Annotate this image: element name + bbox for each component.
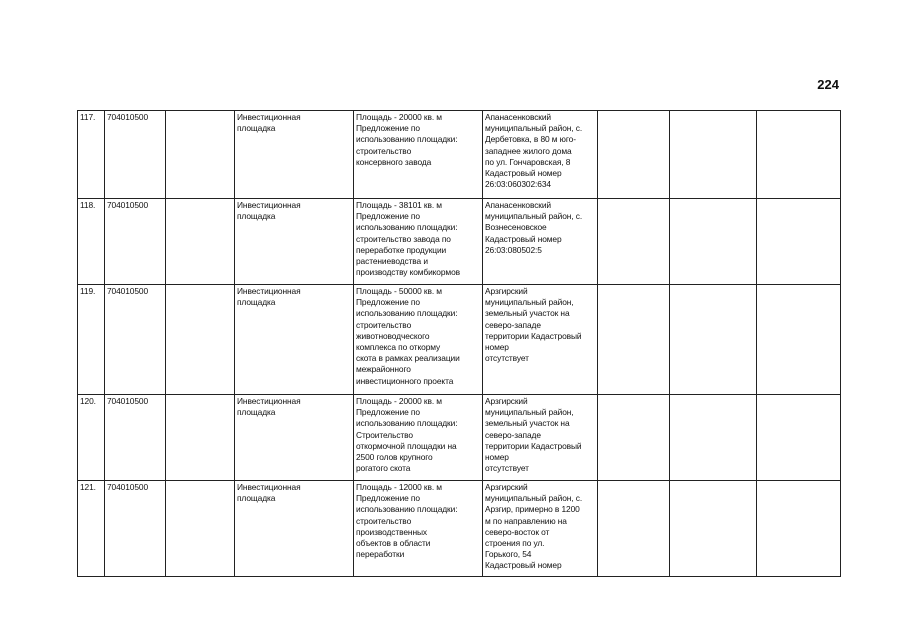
description-cell: Площадь - 12000 кв. м Предложение по использованию площадки: строительство производственных объектов в области переработки — [354, 481, 483, 577]
empty-cell — [757, 111, 841, 199]
location-cell: Арзгирский муниципальный район, земельный участок на северо-западе территории Кадастровый номер отсутствует — [483, 395, 598, 481]
page-number: 224 — [817, 77, 839, 92]
location-cell: Апанасенковский муниципальный район, с. Вознесеновское Кадастровый номер 26:03:080502:5 — [483, 199, 598, 285]
empty-cell — [670, 285, 757, 395]
empty-cell — [757, 285, 841, 395]
empty-cell — [598, 395, 670, 481]
row-number: 118. — [78, 199, 105, 285]
table-row — [78, 199, 841, 285]
type-cell: Инвестиционная площадка — [235, 285, 354, 395]
empty-cell — [166, 199, 235, 285]
description-cell: Площадь - 50000 кв. м Предложение по использованию площадки: строительство животноводческого комплекса по откорму скота в рамках реализации межрайонного инвестиционного проекта — [354, 285, 483, 395]
registry-table — [77, 110, 841, 577]
type-cell: Инвестиционная площадка — [235, 481, 354, 577]
empty-cell — [598, 199, 670, 285]
table-row — [78, 395, 841, 481]
table-row — [78, 285, 841, 395]
empty-cell — [166, 111, 235, 199]
empty-cell — [670, 199, 757, 285]
row-number: 121. — [78, 481, 105, 577]
location-cell: Апанасенковский муниципальный район, с. Дербетовка, в 80 м юго- западнее жилого дома по ул. Гончаровская, 8 Кадастровый номер 26:03:060302:634 — [483, 111, 598, 199]
empty-cell — [166, 285, 235, 395]
empty-cell — [670, 395, 757, 481]
type-cell: Инвестиционная площадка — [235, 199, 354, 285]
code-cell: 704010500 — [105, 285, 166, 395]
row-number: 119. — [78, 285, 105, 395]
location-cell: Арзгирский муниципальный район, земельный участок на северо-западе территории Кадастровый номер отсутствует — [483, 285, 598, 395]
type-cell: Инвестиционная площадка — [235, 395, 354, 481]
empty-cell — [166, 481, 235, 577]
table-row — [78, 111, 841, 199]
description-cell: Площадь - 20000 кв. м Предложение по использованию площадки: строительство консервного завода — [354, 111, 483, 199]
row-number: 117. — [78, 111, 105, 199]
empty-cell — [670, 111, 757, 199]
empty-cell — [757, 395, 841, 481]
empty-cell — [757, 199, 841, 285]
code-cell: 704010500 — [105, 199, 166, 285]
empty-cell — [757, 481, 841, 577]
description-cell: Площадь - 20000 кв. м Предложение по использованию площадки: Строительство откормочной площадки на 2500 голов крупного рогатого скота — [354, 395, 483, 481]
empty-cell — [166, 395, 235, 481]
code-cell: 704010500 — [105, 395, 166, 481]
description-cell: Площадь - 38101 кв. м Предложение по использованию площадки: строительство завода по переработке продукции растениеводства и производству комбикормов — [354, 199, 483, 285]
empty-cell — [598, 481, 670, 577]
code-cell: 704010500 — [105, 111, 166, 199]
type-cell: Инвестиционная площадка — [235, 111, 354, 199]
code-cell: 704010500 — [105, 481, 166, 577]
empty-cell — [670, 481, 757, 577]
row-number: 120. — [78, 395, 105, 481]
empty-cell — [598, 285, 670, 395]
location-cell: Арзгирский муниципальный район, с. Арзгир, примерно в 1200 м по направлению на северо-восток от строения по ул. Горького, 54 Кадастровый номер — [483, 481, 598, 577]
empty-cell — [598, 111, 670, 199]
table-row — [78, 481, 841, 577]
